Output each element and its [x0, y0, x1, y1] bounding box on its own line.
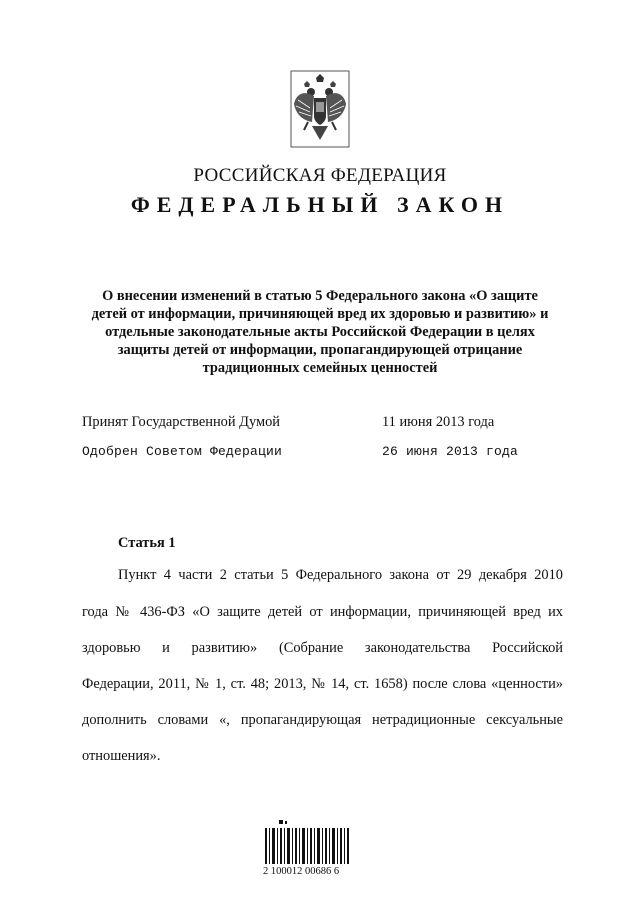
- document-type: ФЕДЕРАЛЬНЫЙ ЗАКОН: [130, 192, 510, 217]
- law-title-line: детей от информации, причиняющей вред их здоровью и развитию» и: [91, 306, 549, 322]
- adopted-date: 11 июня 2013 года: [382, 414, 495, 430]
- article-text-line: здоровью и развитию» (Собрание законодательства Российской: [82, 640, 563, 656]
- article-text-line: Федерации, 2011, № 1, ст. 48; 2013, № 14, ст. 1658) после слова «ценности»: [82, 676, 563, 692]
- article-heading: Статья 1: [118, 535, 176, 551]
- country-name: РОССИЙСКАЯ ФЕДЕРАЦИЯ: [193, 165, 447, 186]
- adopted-label: Принят Государственной Думой: [82, 414, 280, 430]
- coat-of-arms-icon: [290, 70, 350, 148]
- article-text-line: года № 436-ФЗ «О защите детей от информации, причиняющей вред их: [82, 604, 563, 620]
- law-title-line: защиты детей от информации, пропагандирующей отрицание: [117, 342, 523, 358]
- barcode-number: 2 100012 00686 6: [263, 866, 340, 877]
- article-text-line: Пункт 4 части 2 статьи 5 Федерального закона от 29 декабря 2010: [118, 567, 563, 583]
- law-title-line: традиционных семейных ценностей: [202, 360, 438, 376]
- article-text-line: отношения».: [82, 748, 161, 764]
- article-text-line: дополнить словами «, пропагандирующая нетрадиционные сексуальные: [82, 712, 563, 728]
- approved-date: 26 июня 2013 года: [382, 444, 519, 459]
- law-title-line: О внесении изменений в статью 5 Федерального закона «О защите: [102, 288, 538, 304]
- approved-label: Одобрен Советом Федерации: [82, 444, 283, 459]
- law-title: [70, 287, 570, 377]
- law-title-line: отдельные законодательные акты Российской Федерации в целях: [105, 324, 535, 340]
